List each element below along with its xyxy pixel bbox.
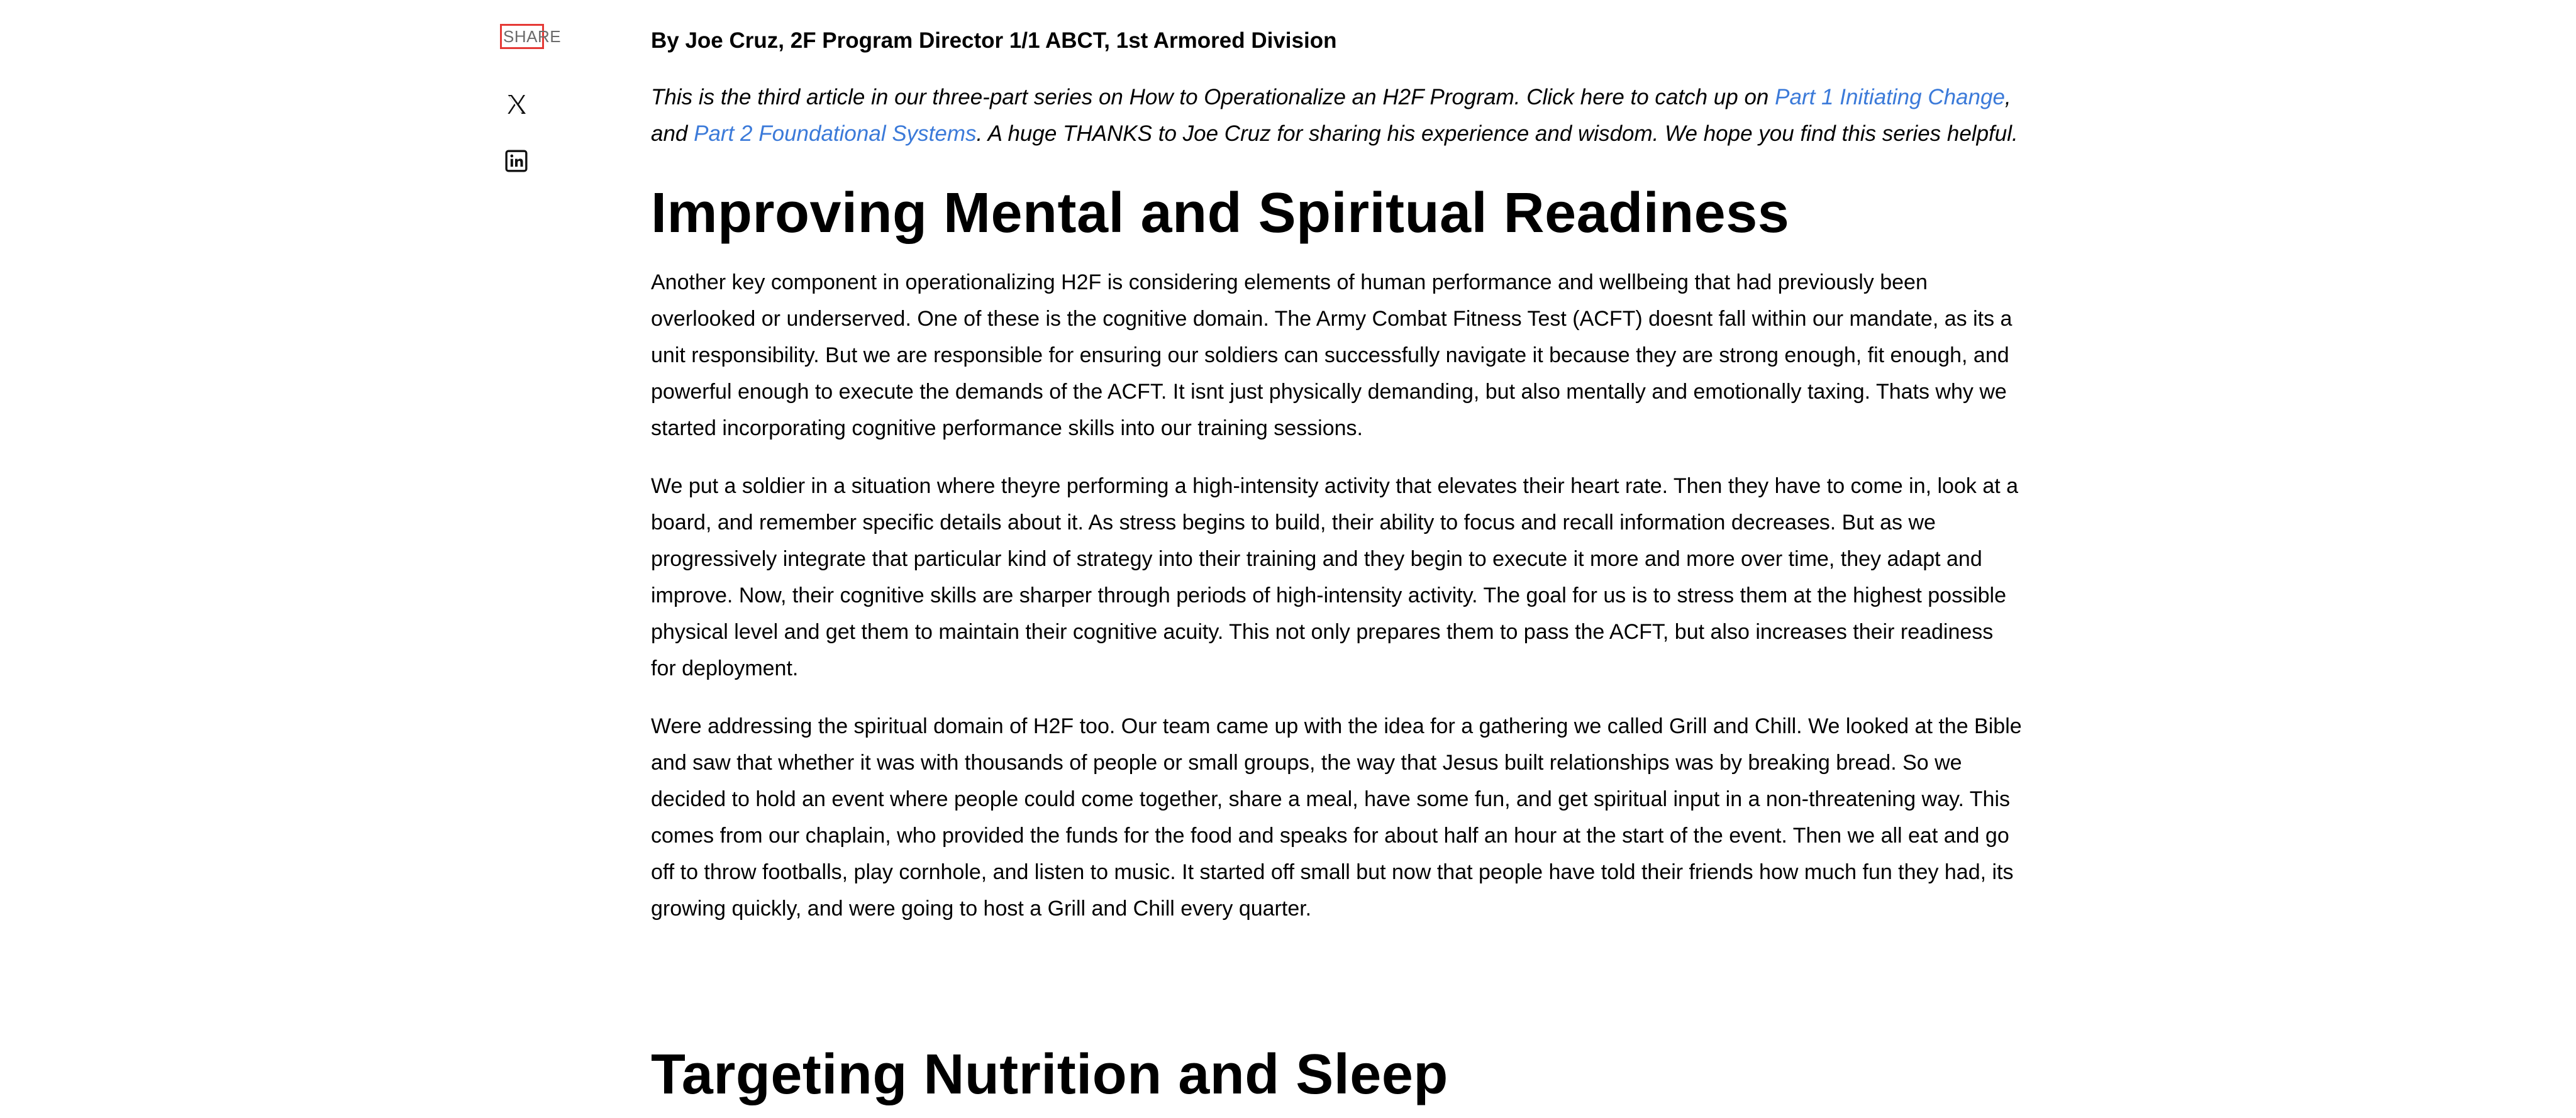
section-heading-nutrition-sleep: Targeting Nutrition and Sleep	[651, 1043, 1448, 1106]
byline: By Joe Cruz, 2F Program Director 1/1 ABCT, 1st Armored Division	[651, 28, 1337, 53]
part2-link[interactable]: Part 2 Foundational Systems	[694, 121, 977, 146]
section-heading-mental-spiritual: Improving Mental and Spiritual Readiness	[651, 182, 1790, 245]
body-paragraph: Were addressing the spiritual domain of H2F too. Our team came up with the idea for a gathering we called Grill and Chill. We looked at the Bible and saw that whether it was with thousands of people or small groups, the way that Jesus built relationships was by breaking bread. So we decided to hold an event where people could come together, share a meal, have some fun, and get spiritual input in a non-threatening way. This comes from our chaplain, who provided the funds for the food and speaks for about half an hour at the start of the event. Then we all eat and go off to throw footballs, play cornhole, and listen to music. It started off small but now that people have told their friends how much fun they had, its growing quickly, and were going to host a Grill and Chill every quarter.	[651, 714, 2022, 921]
x-icon[interactable]	[504, 92, 529, 117]
article	[651, 25, 2022, 1109]
share-label: SHARE	[500, 24, 544, 49]
body-paragraph: We put a soldier in a situation where theyre performing a high-intensity activity that elevates their heart rate. Then they have to come in, look at a board, and remember specific details about it. As stress begins to build, their ability to focus and recall information decreases. But as we progressively integrate that particular kind of strategy into their training and they begin to execute it more and more over time, they adapt and improve. Now, their cognitive skills are sharper through periods of high-intensity activity. The goal for us is to stress them at the highest possible physical level and get them to maintain their cognitive acuity. This not only prepares them to pass the ACFT, but also increases their readiness for deployment.	[651, 474, 2019, 680]
linkedin-icon[interactable]	[504, 148, 529, 174]
intro-lead: This is the third article in our three-part series on How to Operationalize an H2F Program. Click here to catch up on	[651, 85, 1775, 109]
part1-link[interactable]: Part 1 Initiating Change	[1775, 85, 2005, 109]
intro-tail: . A huge THANKS to Joe Cruz for sharing his experience and wisdom. We hope you find this series helpful.	[976, 121, 2018, 146]
body-paragraph: Another key component in operationalizing H2F is considering elements of human performance and wellbeing that had previously been overlooked or underserved. One of these is the cognitive domain. The Army Combat Fitness Test (ACFT) doesnt fall within our mandate, as its a unit responsibility. But we are responsible for ensuring our soldiers can successfully navigate it because they are strong enough, fit enough, and powerful enough to execute the demands of the ACFT. It isnt just physically demanding, but also mentally and emotionally taxing. Thats why we started incorporating cognitive performance skills into our training sessions.	[651, 270, 2012, 440]
intro-mid: , and	[651, 85, 2011, 146]
linkedin-icon-graphic	[504, 148, 529, 174]
x-icon-graphic	[504, 92, 529, 117]
intro-paragraph	[651, 79, 2022, 152]
